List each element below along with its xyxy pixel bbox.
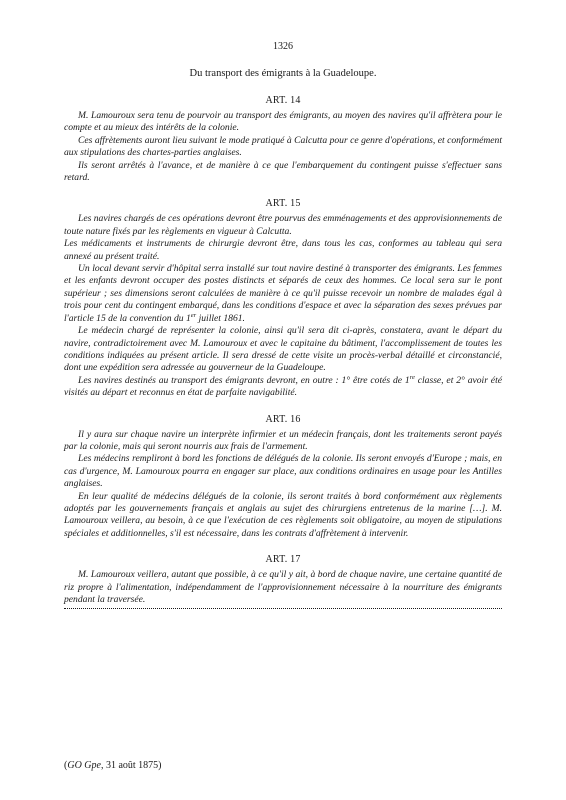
article-16 (64, 414, 502, 541)
ordinal-superscript: er (190, 311, 197, 319)
paragraph-text: classe, et 2° avoir été visités au départ et reconnus en état de parfaite navigabilité. (64, 374, 502, 399)
article-heading: ART. 17 (265, 554, 301, 566)
article-paragraph: Ils seront arrêtés à l'avance, et de manière à ce que l'embarquement du contingent puisse s'effectuer sans retard. (64, 159, 502, 184)
ordinal-superscript: re (409, 373, 415, 381)
article-15 (64, 198, 502, 399)
article-17 (64, 554, 502, 609)
citation-publication: GO Gpe (67, 760, 101, 771)
article-heading: ART. 14 (265, 95, 301, 106)
paragraph-text: Les navires destinés au transport des émigrants devront, en outre : 1° être cotés de 1 (78, 374, 410, 386)
article-heading: ART. 15 (265, 198, 301, 210)
article-heading: ART. 16 (265, 413, 301, 425)
page-number: 1326 (273, 41, 293, 52)
article-paragraph (64, 375, 502, 400)
article-paragraph: Ces affrètements auront lieu suivant le mode pratiqué à Calcutta pour ce genre d'opérations, et conformément aux stipulations des chartes-parties anglaises. (64, 134, 502, 159)
article-paragraph: M. Lamouroux veillera, autant que possible, à ce qu'il y ait, à bord de chaque navire, une certaine quantité de riz propre à l'alimentation, indépendamment de l'approvisionnement nécessaire à la nourriture des émigrants pendant la traversée. (64, 569, 502, 605)
paragraph-text: Un local devant servir d'hôpital serra installé sur tout navire destiné à transporter des émigrants. Les femmes et les enfants devront occuper des postes distincts et séparés de ceux des hommes. Ce local sera sur le pont supérieur ; ses dimensions seront calculées de manière à ce qu'il puisse recevoir un nombre de malades égal à trois pour cent du contingent embarqué, dans les conditions d'espace et avec la séparation des sexes prévues par l'article 15 de la convention du 1 (64, 263, 502, 324)
citation-date: , 31 août 1875) (100, 760, 162, 771)
document-title: Du transport des émigrants à la Guadeloupe. (189, 68, 377, 79)
article-paragraph: Le médecin chargé de représenter la colonie, ainsi qu'il sera dit ci-après, constatera, avant le départ du navire, contradictoirement avec M. Lamouroux et avec le capitaine du bâtiment, l'accomplissement de toutes les conditions indiquées au présent article. Il sera dressé de cette visite un procès-verbal détaillé et circonstancié, dont une expédition sera adressée au gouverneur de la Guadeloupe. (64, 325, 502, 374)
article-paragraph (64, 263, 502, 325)
source-citation (64, 760, 162, 772)
article-paragraph: Les médecins rempliront à bord les fonctions de délégués de la colonie. Ils seront envoyés d'Europe ; mais, en cas d'urgence, M. Lamouroux pourra en engager sur place, aux conditions ordinaires en usage pour les Antilles anglaises. (64, 453, 502, 490)
dotted-separator (64, 608, 502, 609)
article-paragraph: Les navires chargés de ces opérations devront être pourvus des emménagements et des approvisionnements de toute nature fixés par les règlements en vigueur à Calcutta. (64, 213, 502, 237)
paragraph-text: juillet 1861. (198, 312, 245, 324)
article-paragraph: M. Lamouroux sera tenu de pourvoir au transport des émigrants, au moyen des navires qu'il affrètera pour le compte et au mieux des intérêts de la colonie. (64, 110, 502, 134)
article-14 (64, 95, 502, 184)
article-paragraph: Il y aura sur chaque navire un interprète infirmier et un médecin français, dont les traitements seront payés par la colonie, mais qui seront nourris aux frais de l'armement. (64, 428, 502, 452)
article-paragraph: Les médicaments et instruments de chirurgie devront être, dans tous les cas, conformes au tableau qui sera annexé au présent traité. (64, 238, 502, 262)
article-paragraph: En leur qualité de médecins délégués de la colonie, ils seront traités à bord conformément aux règlements adoptés par les gouvernements français et anglais au sujet des chirurgiens entretenus de la marine […]. M. Lamouroux veillera, au besoin, à ce que l'exécution de ces règlements soit obligatoire, au moyen de stipulations spéciales et additionnelles, s'il est nécessaire, dans les contrats d'affrètement à intervenir. (64, 490, 502, 539)
citation-open: ( (64, 760, 68, 771)
document-body (64, 95, 502, 623)
